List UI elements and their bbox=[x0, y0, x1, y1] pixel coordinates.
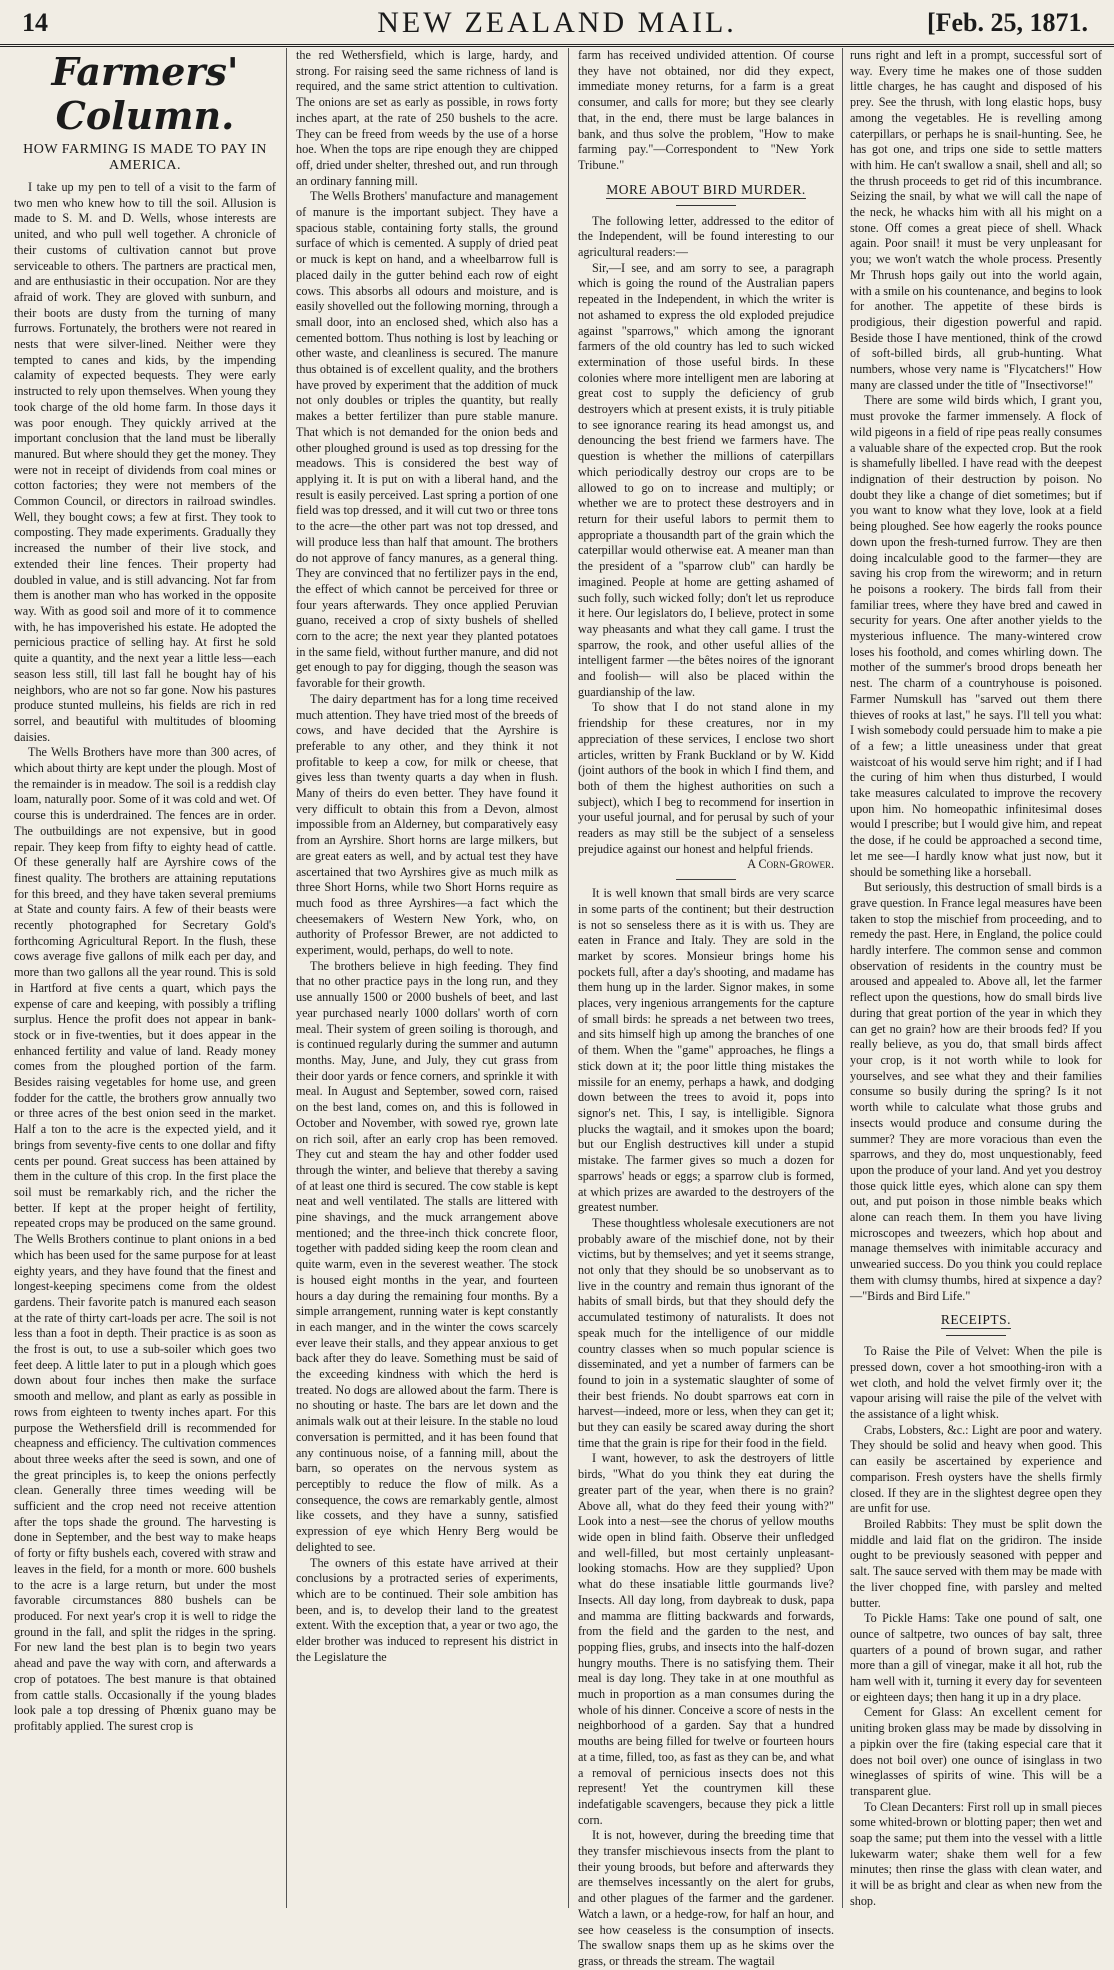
article-paragraph: I take up my pen to tell of a visit to the farm of two men who knew how to till the soil. Allusion is made to S. M. and D. Wells, whose interests are united, and who pull well together. A chronicle of their customs of cultivation cannot but prove serviceable to others. The partners are practical men, and are enthusiastic in their occupation. Nor are they afraid of work. They are gloved with sunburn, and their boots are dusty from the turning of many furrows. Fortunately, the brothers were not reared in nests that were silver-lined. Neither were they tempted to canes and kids, by the impending calamity of expected bequests. They were early instructed to rely upon themselves. When young they took charge of the old home farm. In those days it was poor enough. They quickly arrived at the important conclusion that the land must be liberally manured. But where should they get the money. They were not in receipt of dividends from coal mines or cotton factories; they were not members of the Common Council, or directors in railroad swindles. Well, they bought cows; a few at first. They took to composting. They made experiments. Gradually they increased the number of their live stock, and extended their line fences. Their property had doubled in value, and is still advancing. Not far from them is another man who has worked in the opposite way. With as good soil and more of it to commence with, he has impoverished his estate. He adopted the pernicious practice of selling hay. At first he sold quite a quantity, and the next year a little less—each season less still, till last fall he bought hay of his neighbors, who are not so far gone. Now his pastures produce stunted mulleins, his fields are rich in red sorrel, and beautiful with multitudes of blooming daisies. bbox=[14, 180, 276, 744]
headline-bird-murder-text: MORE ABOUT BIRD MURDER. bbox=[606, 181, 806, 197]
columns bbox=[14, 48, 1102, 1968]
page-number: 14 bbox=[22, 8, 48, 37]
receipt-item: To Clean Decanters: First roll up in small pieces some whited-brown or blotting paper; then wet and soap the same; put them into the vessel with a little lukewarm water; shake them well for a few minutes; then rinse the glass with clean water, and it will be as bright and clear as when new from the shop. bbox=[850, 1799, 1102, 1908]
article-paragraph: The owners of this estate have arrived at their conclusions by a protracted series of experiments, which are to be continued. Their sole ambition has been, and is, to develop their land to the greatest extent. With the exception that, a year or two ago, the elder brother was induced to represent his district in the Legislature the bbox=[296, 1555, 558, 1664]
article-paragraph: There are some wild birds which, I grant you, must provoke the farmer immensely. A flock of wild pigeons in a field of ripe peas really consumes a valuable share of the expected crop. But the rook is shamefully libelled. I have read with the deepest indignation of their destruction by poison. No doubt they like a change of diet sometimes; but if you want to know what they love, look at a field being ploughed. See how eagerly the rooks pounce down upon the fresh-turned furrow. They are then doing incalculable good to the farmer—they are saving his crop from the wireworm; and in return he poisons a rookery. The birds fall from their familiar trees, where they have bred and cawed in security for years. One after another yields to the mysterious influence. The many-wintered crow loses his foothold, and comes whirling down. The mother of the summer's brood drops beneath her nest. The charm of a countryhouse is poisoned. Farmer Numskull has "sarved out them there thieves of rooks at last," he says. I'll tell you what: I wish somebody could persuade him to make a pie of a few; a little uneasiness under that great waistcoat of his would serve him right; and if I had the curing of him when thus disturbed, I would take measures calculated to improve the recovery upon him. No homeopathic infinitesimal doses would I prescribe; but I would give him, and repeat the dose, if he could be approached a second time, let me see—I hardly know what just now, but it should be something like a horseball. bbox=[850, 393, 1102, 879]
issue-date: [Feb. 25, 1871. bbox=[926, 8, 1088, 37]
article-paragraph: the red Wethersfield, which is large, hardy, and strong. For raising seed the same richness of land is required, and the same strict attention to cultivation. The onions are set as early as possible, in rows forty inches apart, at the rate of 250 bushels to the acre. They can be freed from weeds by the use of a horse hoe. When the tops are ripe enough they are chipped off, dried under shelter, threshed out, and run through an ordinary fanning mill. bbox=[296, 48, 558, 188]
ornament-divider bbox=[850, 1330, 1102, 1340]
article-paragraph: runs right and left in a prompt, successful sort of way. Every time he makes one of those sudden little charges, he has caught and disposed of his prey. See the thrush, with long elastic hops, busy among the vegetables. He is revelling among caterpillars, or perhaps he is snail-hunting. See, he has got one, and trips one side to settle matters with him. He can't swallow a snail, shell and all; so the thrush proceeds to get rid of this incumbrance. Seizing the snail, by what we will call the nape of the neck, he whacks him with all his might on a stone. Off comes a great piece of shell. Whack again. Poor snail! it must be very unpleasant for you; we won't watch the whole process. Presently Mr Thrush hops gaily out into the world again, with a smile on his countenance, and begins to look for another. The appetite of these birds is prodigious, their digestion powerful and rapid. Beside those I have mentioned, think of the crowd of soft-billed birds, all grub-hunting. What numbers, whose very name is "Flycatchers!" How many are classed under the title of "Insectivorse!" bbox=[850, 48, 1102, 392]
article-paragraph: It is well known that small birds are very scarce in some parts of the continent; but their destruction is not so senseless there as it is with us. They are eaten in France and Italy. They are sold in the market by scores. Monsieur brings home his pockets full, after a day's shooting, and madame has them hung up in the larder. Signor makes, in some places, very ingenious arrangements for the capture of small birds: he spreads a net between two trees, and sits himself high up among the branches of one of them. When the "game" approaches, he flings a stick down at it; the poor little thing mistakes the missile for an enemy, perhaps a hawk, and dodging down between the trees to avoid it, pops into signor's net. This, I say, is intelligible. Signora plucks the wagtail, and it smokes upon the board; but our English destructives kill under a stupid mistake. The farmer gives so much a dozen for sparrows' heads or eggs; a sparrow club is formed, at which prizes are awarded to the destroyers of the greatest number. bbox=[578, 886, 834, 1215]
article-paragraph: The dairy department has for a long time received much attention. They have tried most of the breeds of cows, and have decided that the Ayrshire is preferable to any other, and they think it not profitable to keep a cow, for milk or cheese, that gives less than twenty quarts a day when in flush. Many of theirs do even better. They have found it very difficult to obtain this from a Devon, almost impossible from an Alderney, but comparatively easy from an Ayrshire. Short horns are large milkers, but are great eaters as well, and by actual test they have ascertained that two Ayrshires give as much milk as three Short Horns, while two Short Horns require as much food as three Ayrshires—a fact which the cheesemakers of Western New York, who, on authority of Professor Brewer, are not addicted to experiment, would, perhaps, do well to note. bbox=[296, 691, 558, 958]
headline-receipts bbox=[850, 1312, 1102, 1328]
receipt-item: Cement for Glass: An excellent cement for uniting broken glass may be made by dissolving in a pipkin over the fire (taking especial care that it does not boil over) one ounce of isinglass in two wineglasses of spirits of wine. This will be a transparent glue. bbox=[850, 1705, 1102, 1798]
letter-paragraph: To show that I do not stand alone in my friendship for these creatures, nor in my appreciation of these services, I enclose two short articles, written by Frank Buckland or by W. Kidd (joint authors of the book in which I find them, and both of them the highest authorities on such a subject), which I beg to recommend for insertion in your useful journal, and for perusal by such of your readers as may still be the subject of a senseless prejudice against our honest and helpful friends. bbox=[578, 700, 834, 856]
column-rule bbox=[842, 48, 843, 1908]
article-paragraph: These thoughtless wholesale executioners are not probably aware of the mischief done, not by their victims, but by themselves; and yet it seems strange, not only that they should be so unobservant as to live in the country and remain thus ignorant of the habits of small birds, but that they should defy the accumulated testimony of naturalists. It does not speak much for the intelligence of our middle country classes when so much popular science is disseminated, and yet a number of farmers can be found to join in a systematic slaughter of some of their best friends. No doubt sparrows eat corn in harvest—indeed, more or less, when they can get it; but they can easily be scared away during the short time that the grain is ripe for their food in the field. bbox=[578, 1215, 834, 1450]
article-paragraph: It is not, however, during the breeding time that they transfer mischievous insects from the plant to their young broods, but before and afterwards they are themselves incessantly on the alert for grubs, and other plagues of the farmer and the gardener. Watch a lawn, or a hedge-row, for half an hour, and see how ceaseless is the consumption of insects. The swallow snaps them up as he skims over the grass, or threads the stream. The wagtail bbox=[578, 1828, 834, 1968]
article-paragraph: farm has received undivided attention. Of course they have not obtained, nor did they expect, immediate money returns, for a farm is a great consumer, and calls for more; but they see clearly that, in the end, there must be large balances in bank, and thus solve the problem, "How to make farming pay."—Correspondent to "New York Tribune." bbox=[578, 48, 834, 172]
receipt-item: Crabs, Lobsters, &c.: Light are poor and watery. They should be solid and heavy when good. This can easily be ascertained by experience and comparison. Fresh oysters have the shells firmly closed. If they are in the slightest degree open they are unfit for use. bbox=[850, 1422, 1102, 1516]
receipt-item: To Raise the Pile of Velvet: When the pile is pressed down, cover a hot smoothing-iron with a wet cloth, and hold the velvet firmly over it; the vapour arising will raise the pile of the velvet with the assistance of a light whisk. bbox=[850, 1344, 1102, 1422]
headline-farming-america: HOW FARMING IS MADE TO PAY IN AMERICA. bbox=[23, 142, 267, 173]
article-paragraph: The Wells Brothers' manufacture and management of manure is the important subject. They have a spacious stable, containing forty stalls, the ground surface of which is cemented. A supply of dried peat or muck is kept on hand, and a wheelbarrow full is placed daily in the gutter behind each row of eight cows. This absorbs all odours and moisture, and is easily shovelled out the following morning, through a small door, into an enclosed shed, which also has a cemented bottom. Thus nothing is lost by leaching or other waste, and cleanliness is secured. The manure thus obtained is of excellent quality, and the brothers have proved by experiment that the addition of muck not only doubles or triples the quantity, but really makes a better fertilizer than pure stable manure. That which is not demanded for the onion beds and other ploughed ground is used as top dressing for the meadows. This is considered the best way of applying it. It is put on with a liberal hand, and the result is easily perceived. Last spring a portion of one field was top dressed, and it will cut two or three tons to the acre—the other part was not top dressed, and will produce less than half that amount. The brothers do not approve of fancy manures, as a general thing. They are convinced that no fertilizer pays in the end, the effect of which cannot be perceived for three or four years afterwards. They once applied Peruvian guano, received a crop of sixty bushels of shelled corn to the acre; the next year they planted potatoes in the same field, without further manure, and did not get enough to pay for digging, though the season was favorable for their growth. bbox=[296, 189, 558, 691]
headline-receipts-text: RECEIPTS. bbox=[940, 1312, 1012, 1328]
article-paragraph: I want, however, to ask the destroyers of little birds, "What do you think they eat during the greater part of the year, when there is no grain? Above all, what do they feed their young with?" Look into a nest—see the chorus of yellow mouths wide open in blind faith. Observe their unfledged and well-filled, but most certainly unpleasant-looking stomachs. How are they supplied? Upon what do these insatiable little gourmands live? Insects. All day long, from daybreak to dusk, papa and mamma are flitting backwards and forwards, from the field and the garden to the nest, and popping flies, grubs, and insects into the half-dozen hungry mouths. There is no satisfying them. Their meal is day long. They take in at one mouthful as much in proportion as a man consumes during the whole of his dinner. Conceive a score of nests in the neighborhood of a garden. Say that a hundred mouths are being filled for twelve or fourteen hours at a time, filled, too, as fast as they can be, and what a removal of pernicious insects does not this represent! Yet the countrymen kill these indefatigable scavengers, because they pick a little corn. bbox=[578, 1451, 834, 1827]
letter-signature: A Corn-Grower. bbox=[747, 857, 834, 872]
masthead bbox=[0, 0, 1114, 47]
receipt-item: To Pickle Hams: Take one pound of salt, one ounce of saltpetre, two ounces of bay salt, three quarters of a pound of brown sugar, and rather more than a gill of vinegar, make it all hot, rub the ham well with it, turning it every day for seventeen or eighteen days; then hang it up in a dry place. bbox=[850, 1611, 1102, 1704]
column-rule bbox=[286, 48, 287, 1908]
letter-paragraph: Sir,—I see, and am sorry to see, a paragraph which is going the round of the Australian papers repeated in the Independent, in which the writer is not ashamed to express the old exploded prejudice against "sparrows," which among the ignorant farmers of the old country has led to such wicked extermination of those useful birds. In these colonies where more intelligent men are laboring at great cost to supply the deficiency of grub destroyers which at present exists, it is truly pitiable to see ignorance rearing its head amongst us, and denouncing the best friend we farmers have. The question is whether the millions of caterpillars which periodically destroy our crops are to be allowed to go on to increase and multiply; or whether we are to protect these destroyers and in return for their useful labors to permit them to appropriate a thousandth part of the grain which the caterpillar would otherwise eat. A meaner man than the president of a "sparrow club" can hardly be imagined. People at home are getting ashamed of such folly, such wicked folly; don't let us reproduce it here. Our legislators do, I believe, protect in some way pheasants and what they call game. I trust the sparrow, the rook, and other useful allies of the intelligent farmer —the bêtes noires of the ignorant and foolish— will also be placed within the guardianship of the law. bbox=[578, 260, 834, 699]
column-4 bbox=[850, 48, 1102, 1908]
article-paragraph: The brothers believe in high feeding. They find that no other practice pays in the long run, and they use annually 1500 or 2000 bushels of beet, and last year purchased nearly 1000 dollars' worth of corn meal. Their system of green soiling is thorough, and is continued regularly during the summer and autumn months. May, June, and July, they cut grass from their door yards or fence corners, and sprinkle it with meal. In August and September, sowed corn, raised on the best land, comes on, and this is followed in October and November, with sowed rye, grown late on rich soil, after an early crop has been removed. They cut and steam the hay and other fodder used through the winter, and believe that thereby a saving of at least one third is secured. The cow stable is kept neat and well ventilated. The stalls are littered with pine shavings, and the muck arrangement above mentioned; and the three-inch thick concrete floor, together with padded siding keep the room clean and quite warm, even in the severest weather. The stock is housed eight months in the year, and fourteen hours a day during the remaining four months. By a simple arrangement, running water is kept constantly in each manger, and in the winter the cows scarcely ever leave their stalls, and they appear anxious to get back after they do leave. Something must be said of the exceeding kindness with which the herd is treated. No dogs are allowed about the farm. There is no shouting or haste. The bars are let down and the animals walk out at their leisure. In the stable no loud conversation is permitted, and it has been found that any continuous noise, of a fanning mill, about the barn, so operates on the nervous system as perceptibly to reduce the flow of milk. As a consequence, the cows are remarkably gentle, almost like cossets, and they have a sunny, satisfied expression of eye which Henry Berg would be delighted to see. bbox=[296, 958, 558, 1554]
column-1 bbox=[14, 48, 276, 1908]
ornament-divider bbox=[578, 200, 834, 210]
article-paragraph: But seriously, this destruction of small birds is a grave question. In France legal measures have been taken to stop the mischief from proceeding, and to remedy the past. Here, in England, the police could hardly interfere. The common sense and common observation of residents in the country must be aroused and appealed to. Above all, let the farmer reflect upon the questions, how do small birds live during that great portion of the year in which they can get no grain? how are their broods fed? If you really believe, as you do, that small birds affect your crop, is it not worth while to look for yourselves, and see what they and their families consume so busily during the spring? Is it not worth while to calculate what those grubs and insects would produce and consume during the summer? They are more voracious than even the sparrows, and they do, most unquestionably, feed upon the produce of your land. And yet you destroy those quick little eyes, which alone can spy them out, and put poison in those nimble beaks which alone can reach them. In them you have living microscopes and tweezers, which hop about and manage themselves with inimitable accuracy and unwearied success. Do you think you could replace them with clumsy thumbs, hired at sixpence a day?—"Birds and Bird Life." bbox=[850, 880, 1102, 1303]
headline-bird-murder bbox=[578, 182, 834, 198]
paper-title: NEW ZEALAND MAIL. bbox=[377, 6, 737, 39]
article-intro: The following letter, addressed to the editor of the Independent, will be found interesting to our agricultural readers:— bbox=[578, 213, 834, 260]
column-rule bbox=[568, 48, 569, 1908]
article-paragraph: The Wells Brothers have more than 300 acres, of which about thirty are kept under the plough. Most of the remainder is in meadow. The soil is a reddish clay loam, naturally poor. Some of it was cold and wet. Of course this is underdrained. The fences are in order. The outbuildings are not expensive, but in good repair. They keep from fifty to eighty head of cattle. Of these generally half are Ayrshire cows of the finest quality. The brothers are attaining reputations for this breed, and they have taken several premiums at State and county fairs. A few of their beasts were recently photographed for Secretary Gold's forthcoming Agricultural Report. In the flush, these cows average five gallons of milk each per day, and more than two gallons all the year round. This is sold in Hartford at five cents a quart, which pays the expense of care and keeping, with possibly a trifling surplus. Hence the profit does not appear in bank-stock or in five-twenties, but it does appear in the enhanced fertility and value of land. Ready money comes from the ploughed portion of the farm. Besides raising vegetables for home use, and green fodder for the cattle, the brothers grow annually two or three acres of the best onion seed in the market. Half a ton to the acre is the expected yield, and it brings from seventy-five cents to one dollar and fifty cents per pound. Great success has been attained by them in the culture of this crop. In the first place the soil must be remarkably rich, and the richer the better. If kept at the proper height of fertility, repeated crops may be produced on the same ground. The Wells Brothers continue to plant onions in a bed which has been used for the same purpose for at least eighty years, and they have found that the finest and longest-keeping specimens come from the oldest gardens. Their favorite patch is manured each season at the rate of thirty cart-loads per acre. The soil is not less than a foot in depth. Their practice is as soon as the frost is out, to use a sub-soiler which goes two feet deep. A little later to put in a plough which goes down about four inches then make the surface smooth and mellow, and plant as early as possible in rows from eighteen to twenty inches apart. For this purpose the Wethersfield drill is recommended for cheapness and efficiency. The cultivation commences about three weeks after the seed is sown, and one of the great principles is, to keep the onions perfectly clean. Generally three times weeding will be sufficient and the crop need not receive attention after the tops shade the ground. The harvesting is done in September, and the best way to make heaps of forty or fifty bushels each, covered with straw and leaves in the field, for a month or more. 600 bushels to the acre is a large return, but under the most favorable circumstances 880 bushels can be produced. For next year's crop it is well to ridge the ground in the fall, and split the ridges in the spring. For new land the best plan is to begin two years ahead and pave the way with corn, and afterwards a crop of potatoes. The best manure is that obtained from cattle stalls. Occasionally if the young blades look pale a top dressing of Phœnix guano may be profitably applied. The surest crop is bbox=[14, 745, 276, 1733]
divider bbox=[676, 879, 736, 880]
section-title-farmers-column: Farmers' Column. bbox=[51, 49, 239, 138]
column-3 bbox=[578, 48, 834, 1968]
column-2 bbox=[296, 48, 558, 1908]
receipt-item: Broiled Rabbits: They must be split down the middle and laid flat on the gridiron. The inside ought to be previously seasoned with pepper and salt. The sauce served with them may be made with the liver chopped fine, with parsley and melted butter. bbox=[850, 1516, 1102, 1610]
